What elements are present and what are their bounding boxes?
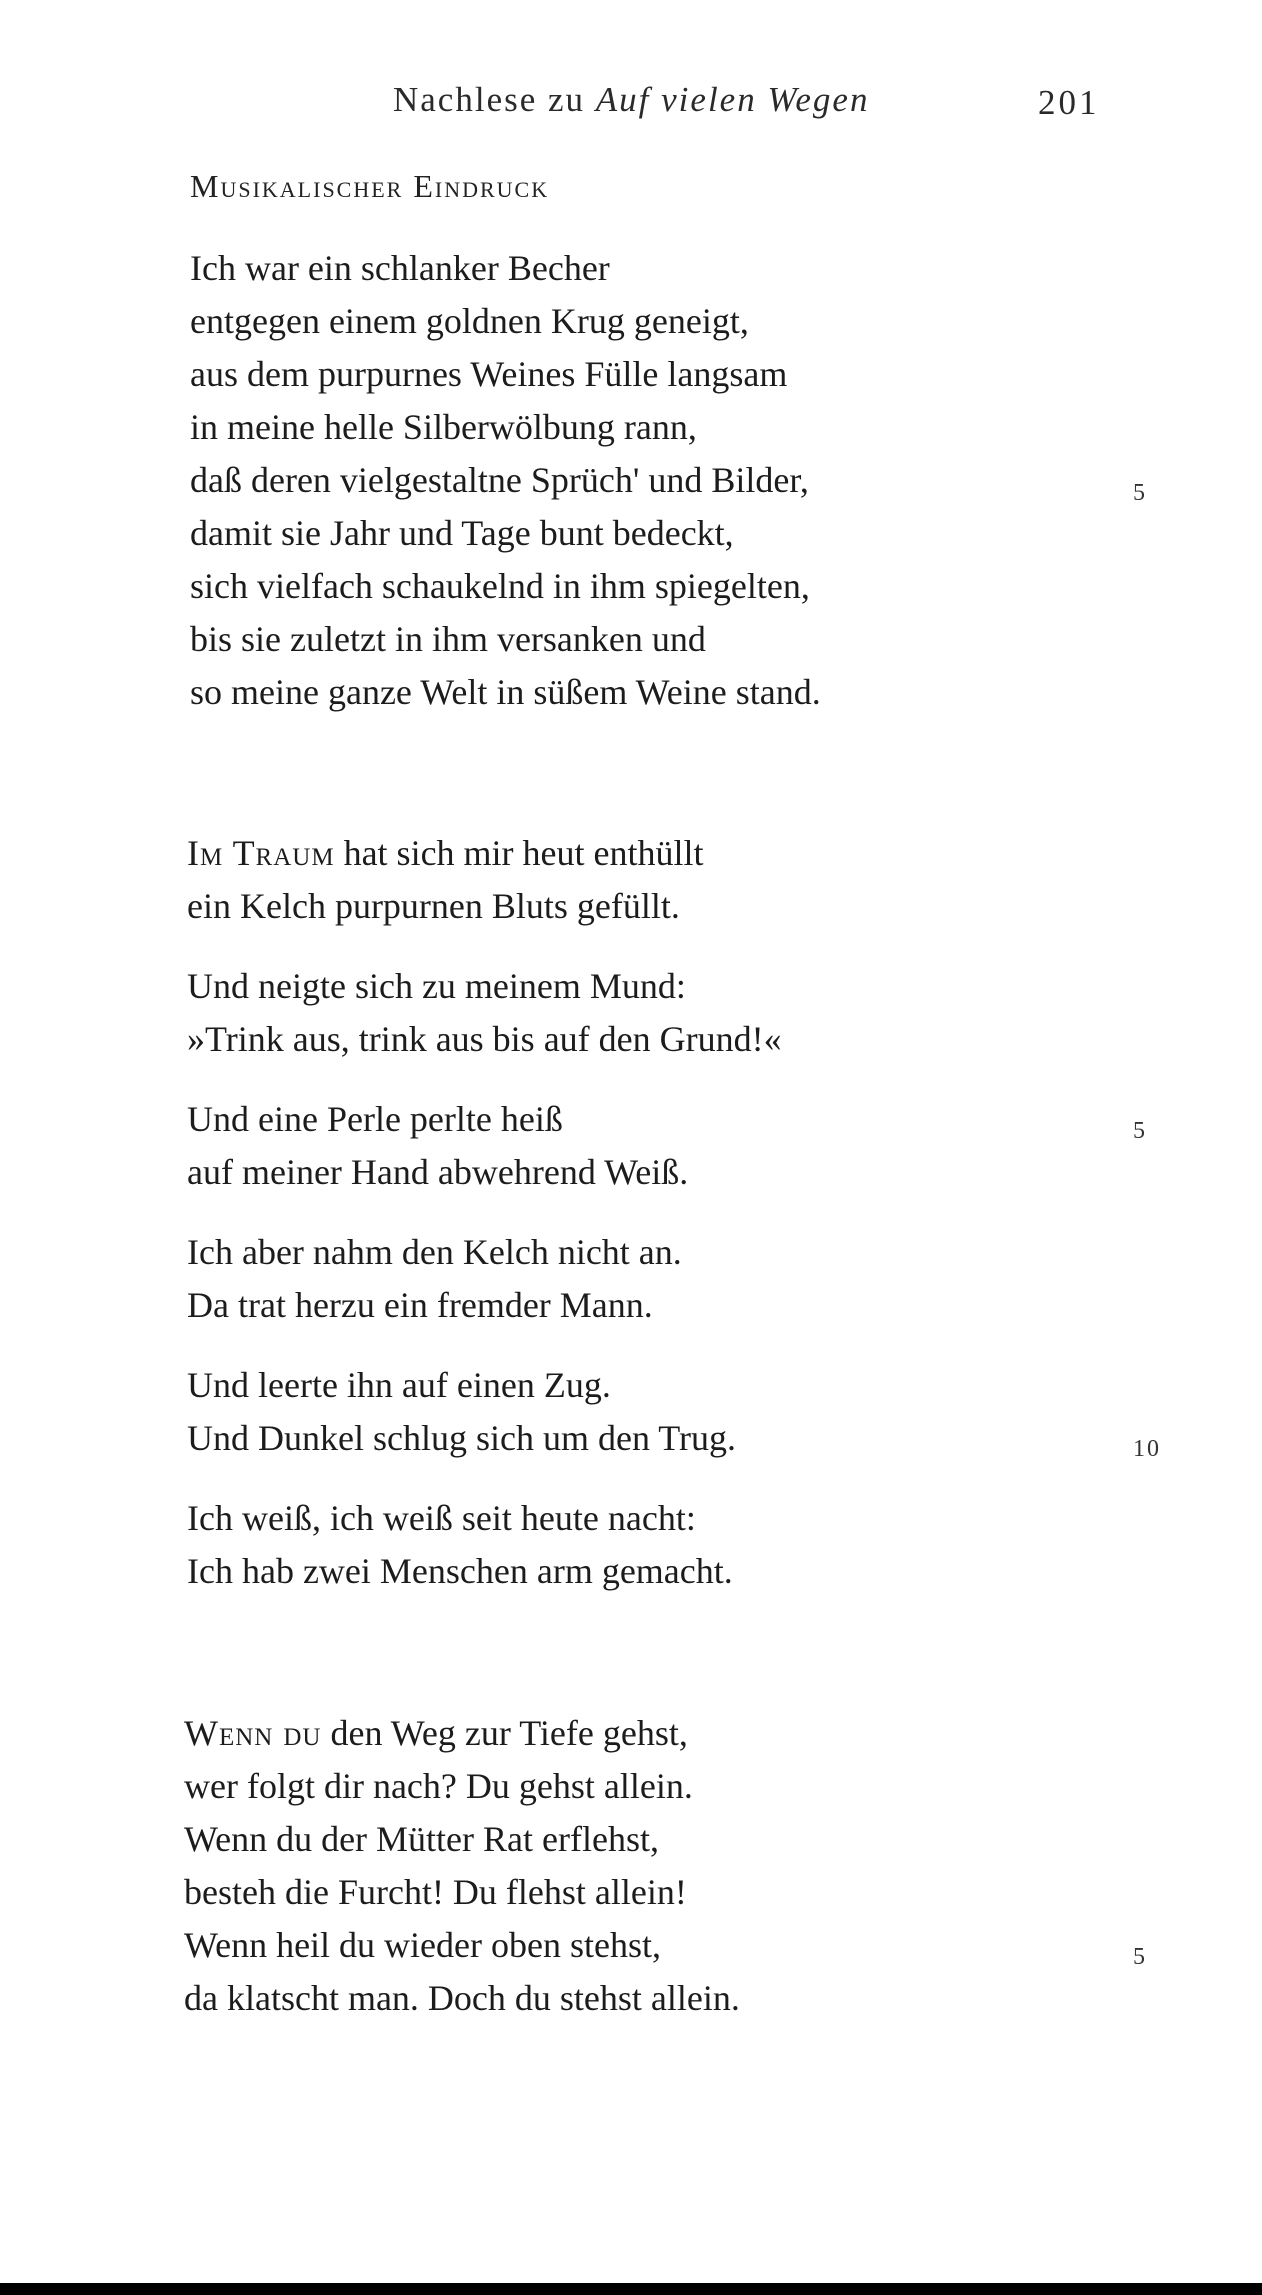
poem1-line: entgegen einem goldnen Krug geneigt, [190,301,749,341]
line-number: 5 [1133,1944,1147,1970]
poem1-line: daß deren vielgestaltne Sprüch' und Bilder, [190,460,809,500]
poem2-line: Und eine Perle perlte heiß [187,1099,563,1139]
poem1-line: in meine helle Silberwölbung rann, [190,407,697,447]
poem2-line: »Trink aus, trink aus bis auf den Grund!« [187,1019,782,1059]
poem2-first-words: Im Traum [187,833,335,873]
poem1-line: damit sie Jahr und Tage bunt bedeckt, [190,513,734,553]
poem1-line: bis sie zuletzt in ihm versanken und [190,619,706,659]
poem2-line: Ich weiß, ich weiß seit heute nacht: [187,1498,696,1538]
running-header [393,80,1153,130]
poem2-line: Und leerte ihn auf einen Zug. [187,1365,611,1405]
line-number: 10 [1133,1436,1161,1462]
poem-title-musikalischer-eindruck: Musikalischer Eindruck [190,168,550,204]
line-number: 5 [1133,480,1147,506]
poem1-line: aus dem purpurnes Weines Fülle langsam [190,354,788,394]
header-title-italic: Auf vielen Wegen [595,80,870,119]
poem1-line: sich vielfach schaukelnd in ihm spiegelten, [190,566,810,606]
poem3-line: wer folgt dir nach? Du gehst allein. [184,1766,693,1806]
poem2-line: ein Kelch purpurnen Bluts gefüllt. [187,886,680,926]
poem2-first-line: Im Traum hat sich mir heut enthüllt [187,833,704,873]
poem1-line: Ich war ein schlanker Becher [190,248,610,288]
header-title: Nachlese zu Auf vielen Wegen [393,80,870,119]
poem2-line: Und Dunkel schlug sich um den Trug. [187,1418,736,1458]
poem2-line: Und neigte sich zu meinem Mund: [187,966,686,1006]
line-number: 5 [1133,1118,1147,1144]
poem1-line: so meine ganze Welt in süßem Weine stand. [190,672,821,712]
poem2-line: Da trat herzu ein fremder Mann. [187,1285,653,1325]
poem2-line: Ich hab zwei Menschen arm gemacht. [187,1551,733,1591]
poem3-line: Wenn heil du wieder oben stehst, [184,1925,661,1965]
poem2-line: auf meiner Hand abwehrend Weiß. [187,1152,689,1192]
poem3-first-line: Wenn du den Weg zur Tiefe gehst, [184,1713,688,1753]
poem3-line: da klatscht man. Doch du stehst allein. [184,1978,740,2018]
poem3-line: Wenn du der Mütter Rat erflehst, [184,1819,659,1859]
poem2-line: Ich aber nahm den Kelch nicht an. [187,1232,682,1272]
page-number: 201 [1038,83,1100,122]
poem3-first-words: Wenn du [184,1713,322,1753]
scan-edge-bar [0,2283,1262,2295]
poem3-line: besteh die Furcht! Du flehst allein! [184,1872,687,1912]
